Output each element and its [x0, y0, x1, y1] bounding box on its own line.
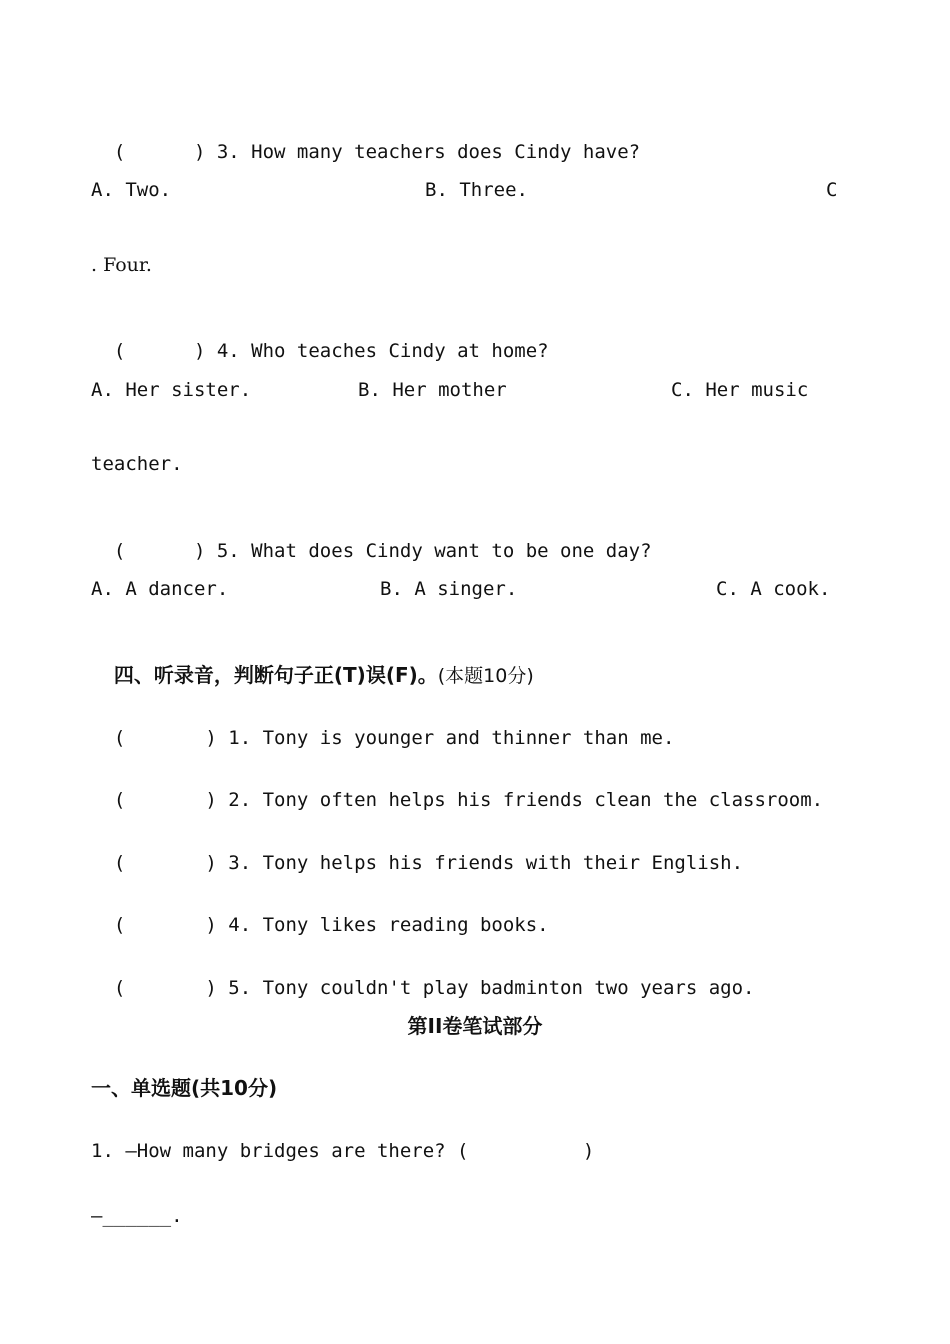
- section-1-heading: 一、单选题(共10分): [91, 1076, 278, 1100]
- part-2-title: 第II卷笔试部分: [407, 1014, 543, 1038]
- question-4: [91, 315, 549, 363]
- tf-item: [91, 702, 674, 750]
- answer-paren: ( ): [113, 914, 217, 936]
- option-c-rest: teacher.: [91, 453, 183, 475]
- answer-paren: ( ): [113, 727, 217, 749]
- option-c: C. A cook.: [716, 578, 831, 600]
- section-4-heading: [91, 639, 534, 688]
- tf-item: [91, 764, 823, 812]
- option-a: A. Two.: [91, 179, 172, 201]
- tf-text: 1. Tony is younger and thinner than me.: [228, 727, 675, 749]
- answer-paren: ( ): [113, 141, 206, 163]
- answer-paren: ( ): [113, 340, 206, 362]
- question-5: [91, 515, 652, 563]
- question-stem: 4. Who teaches Cindy at home?: [216, 340, 549, 362]
- answer-paren: ( ): [113, 852, 217, 874]
- option-c-rest: . Four.: [91, 254, 152, 276]
- option-c: C. Her music: [671, 379, 809, 401]
- tf-text: 4. Tony likes reading books.: [228, 914, 549, 936]
- answer-paren: ( ): [113, 789, 217, 811]
- answer-paren: ( ): [113, 977, 217, 999]
- mc-question-1: 1. —How many bridges are there? ( ): [91, 1140, 595, 1162]
- tf-item: [91, 827, 743, 875]
- question-3: [91, 116, 640, 164]
- question-stem: 5. What does Cindy want to be one day?: [216, 540, 652, 562]
- option-b: B. A singer.: [380, 578, 518, 600]
- tf-item: [91, 889, 549, 937]
- option-c-letter: C: [826, 179, 838, 201]
- tf-text: 5. Tony couldn't play badminton two years ago.: [228, 977, 755, 999]
- option-a: A. Her sister.: [91, 379, 252, 401]
- mc-answer-line: —______.: [91, 1205, 183, 1227]
- tf-item: [91, 952, 755, 1000]
- tf-text: 2. Tony often helps his friends clean the classroom.: [228, 789, 824, 811]
- section-title: 四、听录音，判断句子正(T)误(F)。: [113, 663, 438, 687]
- option-b: B. Her mother: [358, 379, 507, 401]
- question-stem: 3. How many teachers does Cindy have?: [216, 141, 641, 163]
- tf-text: 3. Tony helps his friends with their English.: [228, 852, 744, 874]
- option-a: A. A dancer.: [91, 578, 229, 600]
- section-score: (本题10分): [437, 665, 534, 687]
- answer-paren: ( ): [113, 540, 206, 562]
- option-b: B. Three.: [425, 179, 528, 201]
